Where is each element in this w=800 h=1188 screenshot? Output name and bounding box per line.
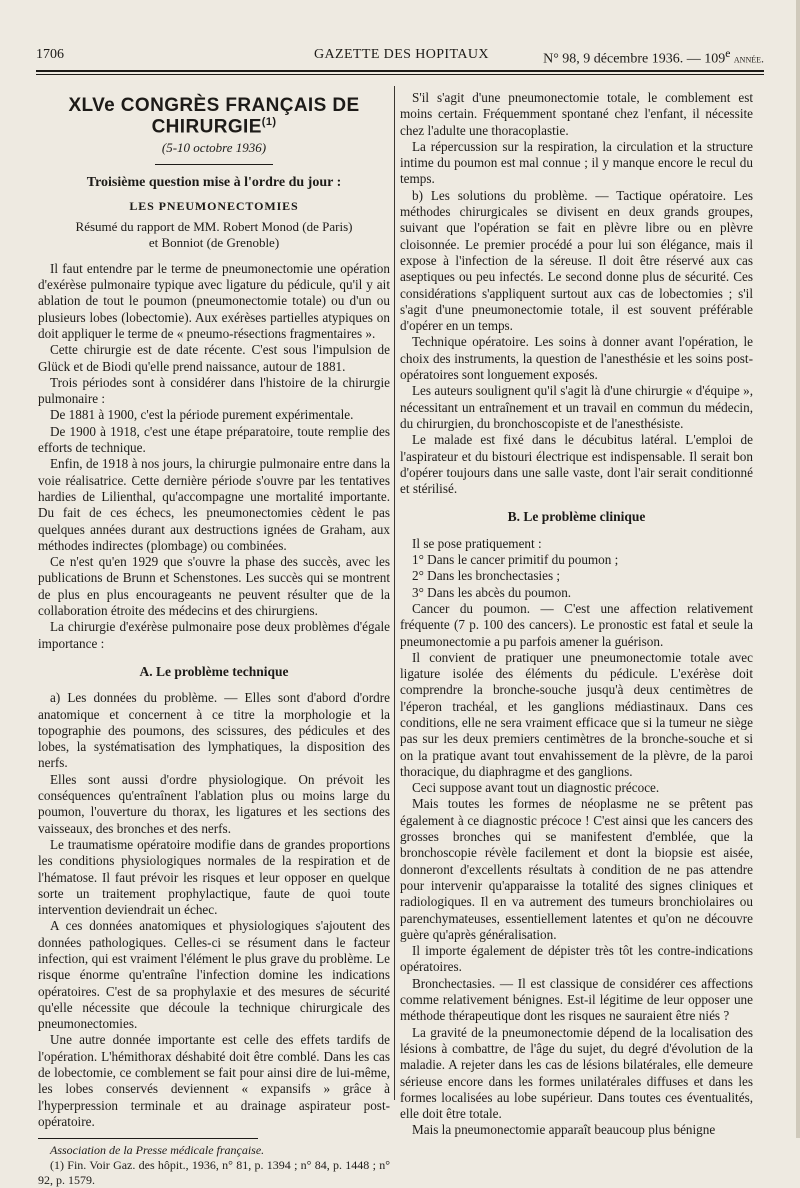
list-item: 2° Dans les bronchectasies ; [412, 568, 561, 584]
paragraph: Trois périodes sont à considérer dans l'histoire de la chirurgie pulmonaire : [38, 374, 390, 407]
paragraph: Cancer du poumon. — C'est une affection relativement fréquente (7 p. 100 des cancers). Le pronostic est fatal et seule la pneumonectomie a pu parfois amener la guérison. [400, 600, 753, 649]
congress-title-text: XLVe CONGRÈS FRANÇAIS DE CHIRURGIE [68, 95, 360, 138]
paragraph: Mais toutes les formes de néoplasme ne se prêtent pas également à ce diagnostic précoce ! C'est ainsi que les cancers des grosses bronches qui se manifestent d'emblée, que la bronchoscopie révèle facilement et dont la biopsie est aisée, donneront d'excellents résultats à condition de ne pas attendre pour intervenir qu'apparaisse la totalité des signes cliniques et radiologiques. Il en va autrement des tumeurs bronchiolaires ou parenchymateuses, essentiellement latentes et qu'on ne découvre guère qu'après généralisation. [400, 796, 753, 942]
paragraph: La gravité de la pneumonectomie dépend de la localisation des lésions à combattre, de l'âge du sujet, du degré d'évolution de la maladie. A rejeter dans les cas de lésions bilatérales, elle demeure sérieuse encore dans les formes unilatérales diffuses et dans les formes localisées au lobe supérieur. Dans toutes ces éventualités, elle doit être totale. [400, 1024, 753, 1122]
paragraph: La chirurgie d'exérèse pulmonaire pose deux problèmes d'égale importance : [38, 619, 390, 651]
topic-heading: LES PNEUMONECTOMIES [129, 198, 299, 213]
paragraph: Bronchectasies. — Il est classique de considérer ces affections comme relativement bénignes. Est-il légitime de leur opposer une méthode thérapeutique dont les risques ne sauraient être niés ? [400, 975, 753, 1024]
page-number: 1706 [36, 47, 64, 62]
paragraph: De 1900 à 1918, c'est une étape préparatoire, toute remplie des efforts de technique. [38, 423, 390, 456]
paragraph: Technique opératoire. Les soins à donner avant l'opération, le choix des instruments, la question de l'anesthésie et les soins post-opératoires sont longuement exposés. [400, 334, 753, 383]
paragraph: S'il s'agit d'une pneumonectomie totale, le comblement est moins certain. Fréquemment spontané chez l'enfant, il nécessite chez l'adulte une thoracoplastie. [400, 90, 753, 138]
report-byline [38, 219, 390, 251]
congress-dates: (5-10 octobre 1936) [161, 139, 267, 155]
issue-line [543, 47, 764, 68]
footnote: (1) Fin. Voir Gaz. des hôpit., 1936, n° 81, p. 1394 ; n° 84, p. 1448 ; n° 92, p. 1579. [38, 1158, 390, 1188]
running-header [36, 44, 764, 67]
paragraph: Elles sont aussi d'ordre physiologique. On prévoit les conséquences qu'entraînent l'ablation plus ou moins large du poumon, l'ouverture du thorax, les ligatures et les sections des vaisseaux, des bronches et des nerfs. [38, 771, 390, 836]
paragraph: Le traumatisme opératoire modifie dans de grandes proportions les conditions physiologiques normales de la respiration et de l'hématose. Il faut prévoir les risques et leur opposer en quelque sorte un traitement prophylactique, faute de quoi toute intervention deviendrait un échec. [38, 836, 390, 918]
paragraph: A ces données anatomiques et physiologiques s'ajoutent des données pathologiques. Celles-ci se résument dans le facteur infection, qui est vraiment l'élément le plus grave du problème. Le risque énorme qu'entraîne l'infection domine les indications opératoires. C'est de sa prophylaxie et des mesures de sécurité qu'elle nécessite que découle la technique chirurgicale des pneumonectomies. [38, 918, 390, 1032]
issue-superscript: e [725, 47, 731, 60]
footnote-association: Association de la Presse médicale française. [50, 1143, 265, 1158]
list-item: 1° Dans le cancer primitif du poumon ; [412, 552, 619, 568]
report-byline-line1: Résumé du rapport de MM. Robert Monod (de Paris) [75, 218, 353, 234]
issue-year-label: année. [733, 51, 764, 66]
paragraph: Il faut entendre par le terme de pneumonectomie une opération d'exérèse pulmonaire typique avec ligature du pédicule, qu'il y ait ablation de tout le poumon (pneumonectomie totale) ou d'un ou plusieurs lobes (lobectomie). Aux exérèses partielles atypiques on doit appliquer le terme de « pneumo-résections fragmentaires ». [38, 260, 390, 341]
header-rule-thin [36, 74, 764, 75]
left-column [38, 90, 390, 1188]
footnote-rule [38, 1138, 258, 1139]
question-heading: Troisième question mise à l'ordre du jour : [86, 175, 342, 191]
report-byline-line2: et Bonniot (de Grenoble) [148, 234, 280, 250]
section-heading-a: A. Le problème technique [139, 663, 289, 679]
paragraph: Il se pose pratiquement : [412, 535, 542, 551]
title-rule [155, 164, 273, 165]
header-rule-thick [36, 70, 764, 72]
section-heading-b: B. Le problème clinique [507, 509, 646, 525]
paragraph: Enfin, de 1918 à nos jours, la chirurgie pulmonaire entre dans la voie réalisatrice. Cette dernière période s'ouvre par les tentatives hardies de Lilienthal, qu'accompagne une mortalité importante. Du fait de ces échecs, les pneumonectomies cèdent le pas quelques années durant aux destructions ignées de Graham, aux méthodes indirectes (plombage) ou combinées. [38, 456, 390, 553]
congress-title [38, 95, 390, 138]
paragraph: a) Les données du problème. — Elles sont d'abord d'ordre anatomique et concernent à ce titre la morphologie et la topographie des poumons, des scissures, des pédicules et des lobes, la systématisation des lymphatiques, la disposition des nerfs. [38, 690, 390, 771]
paragraph: Le malade est fixé dans le décubitus latéral. L'emploi de l'aspirateur et du bistouri électrique est indispensable. Il serait bon d'opérer toujours dans une salle vaste, dont l'air serait conditionné et stérilisé. [400, 432, 753, 497]
paragraph: De 1881 à 1900, c'est la période purement expérimentale. [50, 407, 354, 423]
paragraph: Les auteurs soulignent qu'il s'agit là d'une chirurgie « d'équipe », nécessitant un entraînement et un travail en commun du médecin, du chirurgien, du bronchoscopiste et de l'anesthésiste. [400, 383, 753, 431]
paragraph: Mais la pneumonectomie apparaît beaucoup plus bénigne [412, 1122, 716, 1138]
paragraph: b) Les solutions du problème. — Tactique opératoire. Les méthodes chirurgicales se divisent en deux grands groupes, suivant que l'opération se fait en plèvre libre ou en plèvre cloisonnée. Le premier procédé a pour lui son élégance, mais il expose à l'infection de la séreuse. Il doit être réservé aux cas aseptiques ou peu infectés. Le second donne plus de sécurité. Ces considérations s'appliquent surtout aux cas de lobectomies ; s'il s'agit d'une pneumonectomie totale, il est souvent préférable d'opérer en un temps. [400, 187, 753, 334]
paragraph: Ceci suppose avant tout un diagnostic précoce. [412, 780, 660, 796]
page-edge [796, 0, 800, 1138]
paragraph: Une autre donnée importante est celle des effets tardifs de l'opération. L'hémithorax déshabité doit être comblé. Dans les cas de lobectomie, ce comblement se fait pour ainsi dire de lui-même, les lobes conservés deviennent « expansifs » grâce à l'hyperpression terminale et au drainage aspirateur post-opératoire. [38, 1032, 390, 1129]
paragraph: Il importe également de dépister très tôt les contre-indications opératoires. [400, 943, 753, 975]
paragraph: La répercussion sur la respiration, la circulation et la structure intime du poumon est mal connue ; il y manque encore le recul du temps. [400, 138, 753, 187]
footnote-marker: (1) [261, 116, 277, 129]
column-divider [394, 86, 395, 1100]
paragraph: Cette chirurgie est de date récente. C'est sous l'impulsion de Glück et de Biodi qu'elle prend naissance, autour de 1881. [38, 342, 390, 374]
list-item: 3° Dans les abcès du poumon. [412, 584, 572, 600]
paragraph: Il convient de pratiquer une pneumonectomie totale avec ligature isolée des éléments du pédicule. L'exérèse doit comprendre la bronche-souche jusqu'à deux centimètres de l'éperon trachéal, et les ganglions médiastinaux. Dans ces conditions, elle ne sera vraiment efficace que si la tumeur ne siège pas sur les deux premiers centimètres de la bronche-souche et si on la pratique avant tout envahissement de la plèvre, de la paroi thoracique, du diaphragme et des ganglions. [400, 649, 753, 779]
paragraph: Ce n'est qu'en 1929 que s'ouvre la phase des succès, avec les publications de Brunn et Schenstones. Les succès qui se montrent de plus en plus encourageants ne peuvent résulter que de la collaboration étroite des médecins et des chirurgiens. [38, 554, 390, 619]
right-column [400, 90, 753, 1139]
issue-text: N° 98, 9 décembre 1936. — 109 [543, 51, 726, 67]
journal-title: GAZETTE DES HOPITAUX [314, 47, 489, 62]
